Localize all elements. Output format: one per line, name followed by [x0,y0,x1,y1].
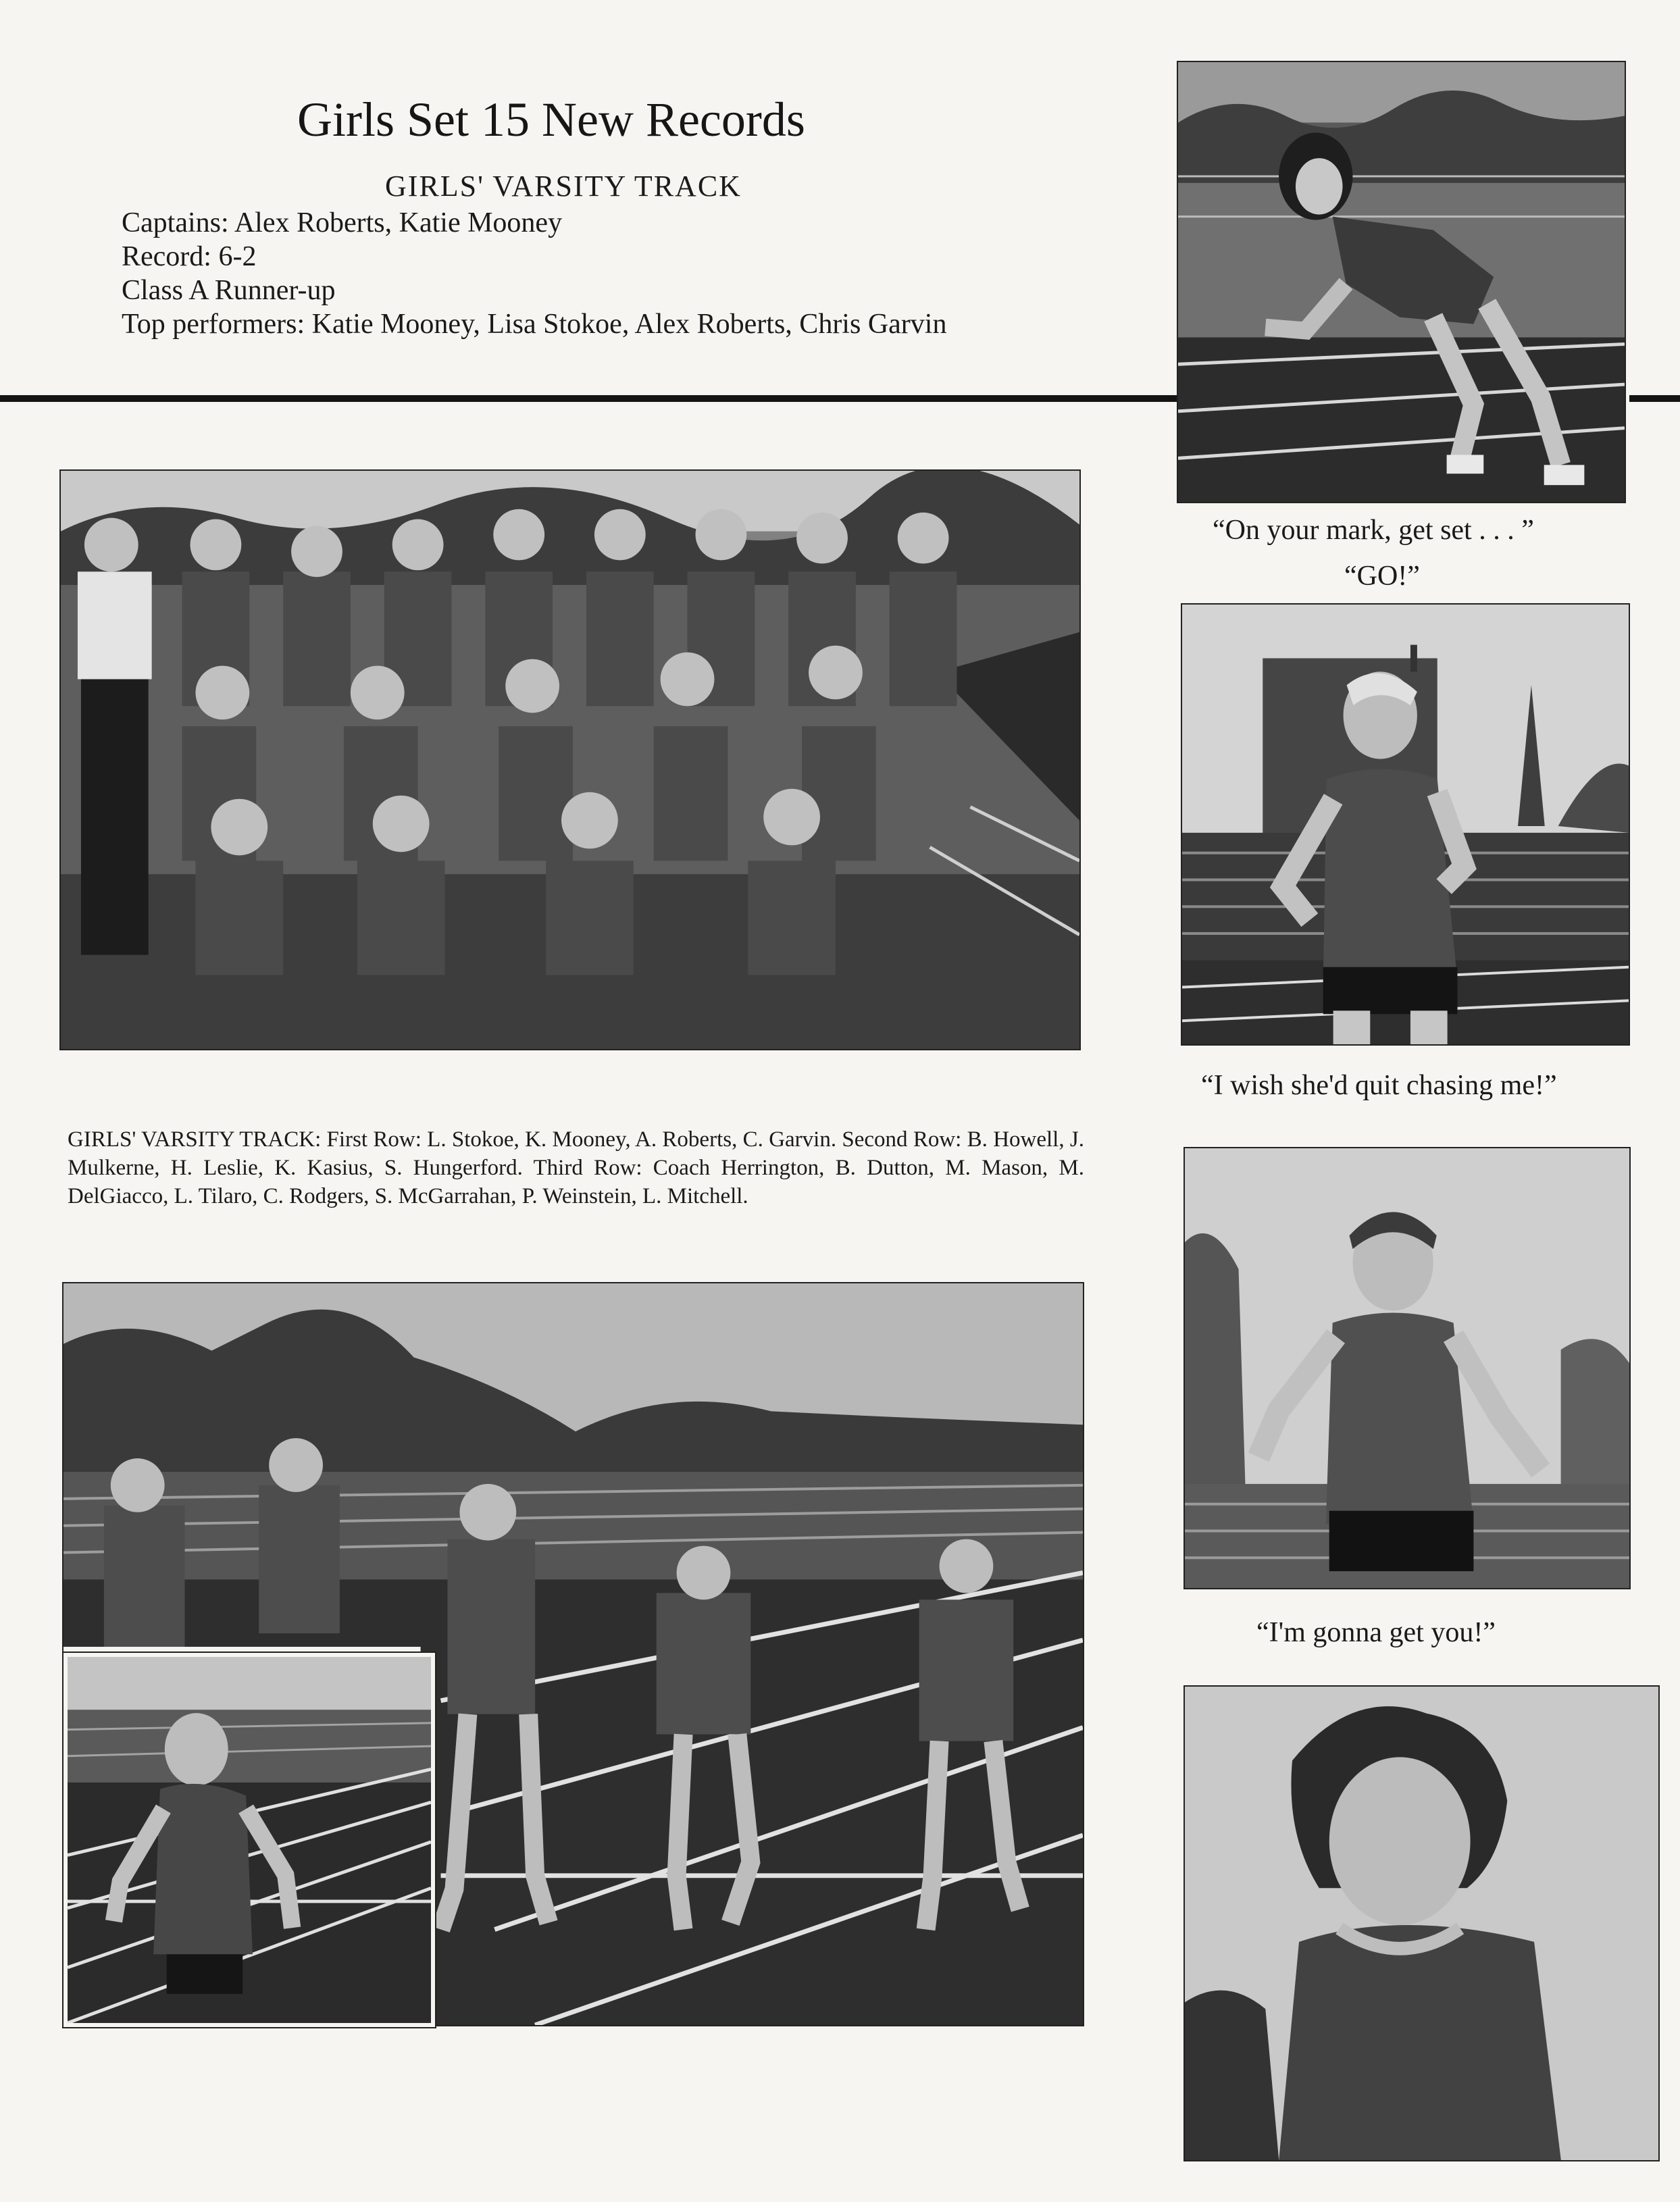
page-title: Girls Set 15 New Records [297,93,805,147]
photo-inset-runner [63,1653,435,2027]
photo-team-group-art [61,471,1079,1049]
team-photo-caption: GIRLS' VARSITY TRACK: First Row: L. Stokoe, K. Mooney, A. Roberts, C. Garvin. Second Row: B. Howell, J. Mulkerne, H. Leslie, K. Kasius, S. Hungerford. Third Row: Coach Herrington, B. Dutton, M. Mason, M. DelGiacco, L. Tilaro, C. Rodgers, S. McGarrahan, P. Weinstein, L. Mitchell. [68,1127,1084,1208]
top-performers-line: Top performers: Katie Mooney, Lisa Stokoe, Alex Roberts, Chris Garvin [122,309,947,340]
horizontal-rule-right [1629,395,1680,402]
photo-starting-blocks [1177,61,1626,503]
caption-i-wish: “I wish she'd quit chasing me!” [1201,1070,1557,1101]
captains-line: Captains: Alex Roberts, Katie Mooney [122,207,563,238]
photo-runner-closeup [1183,1685,1660,2161]
photo-runner-closeup-art [1185,1687,1658,2160]
caption-go: “GO!” [1344,561,1420,592]
section-subhead: GIRLS' VARSITY TRACK [385,170,742,203]
photo-runner-bchs [1183,1147,1631,1589]
horizontal-rule [0,395,1177,402]
caption-on-your-mark: “On your mark, get set . . . ” [1213,515,1534,546]
photo-runner-go-art [1182,605,1629,1044]
photo-team-group [59,469,1081,1050]
record-line: Record: 6-2 [122,241,257,272]
photo-runner-go [1181,603,1630,1046]
caption-gonna-get-you: “I'm gonna get you!” [1256,1617,1496,1648]
class-result-line: Class A Runner-up [122,275,336,306]
photo-starting-blocks-art [1178,62,1625,502]
photo-inset-runner-art [68,1657,431,2023]
photo-runner-bchs-art [1185,1148,1629,1588]
